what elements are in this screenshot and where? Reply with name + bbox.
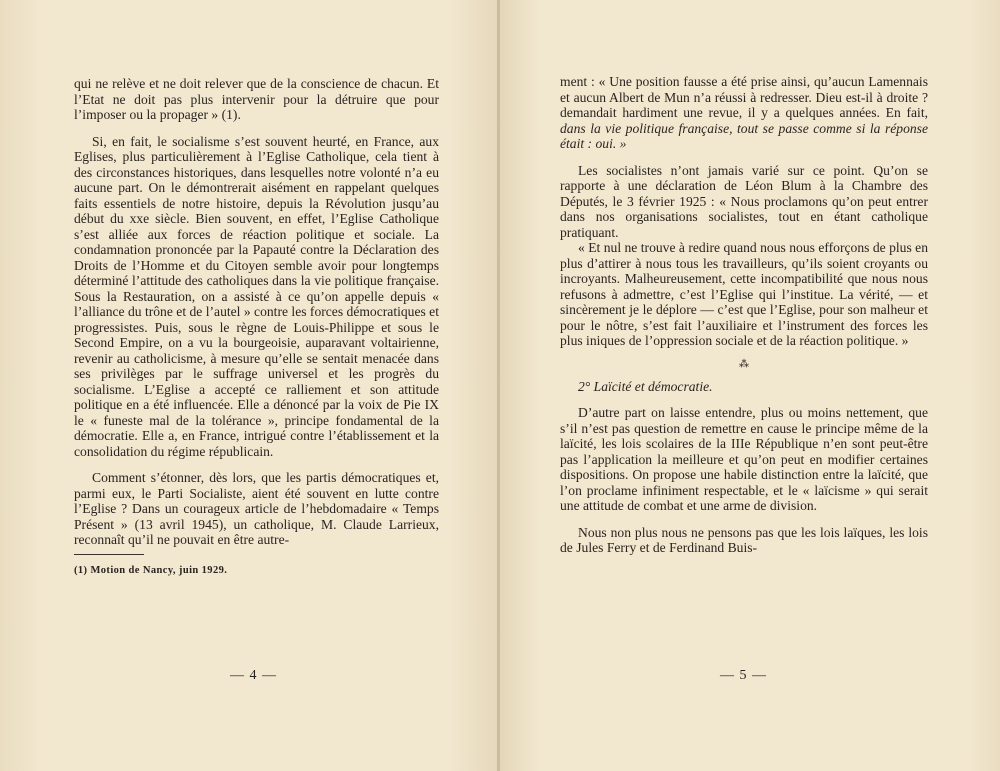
footnote: (1) Motion de Nancy, juin 1929.: [74, 564, 228, 576]
paragraph: qui ne relève et ne doit relever que de la conscience de chacun. Et l’Etat ne doit pas plus intervenir pour la détruire que pour l’imposer ou la propager » (1).: [74, 76, 439, 122]
paragraph: Si, en fait, le socialisme s’est souvent heurté, en France, aux Eglises, plus particulièrement à l’Eglise Catholique, cela tient à des circonstances historiques, dans lesquelles notre volonté n’a eu aucune part. On le démontrerait aisément en rappelant quelques faits essentiels de notre histoire, depuis la Révolution jusqu’au début du xxe siècle. Bien souvent, en effet, l’Eglise Catholique s’est alliée aux forces de réaction politique et sociale. La condamnation prononcée par la Papauté contre la Déclaration des Droits de l’Homme et du Citoyen semble avoir pour longtemps déterminé l’attitude des catholiques dans la vie politique française. Sous la Restauration, on a assisté à ce qu’on appelle depuis « l’alliance du trône et de l’autel » contre les forces démocratiques et progressistes. Puis, sous le règne de Louis-Philippe et sous le Second Empire, on a vu la bourgeoisie, auparavant voltairienne, revenir au catholicisme, à mesure qu’elle se sentait menacée dans ses privilèges par le suffrage universel et les progrès du socialisme. L’Eglise a accepté ce ralliement et son attitude politique en a été influencée. Elle a dénoncé par la voix de Pie IX le « funeste mal de la tolérance », principe fondamental de la démocratie. Elle a, en France, intrigué contre l’établissement et la consolidation du régime républicain.: [74, 133, 439, 459]
footnote-rule: [74, 554, 144, 555]
section-asterism: ⁂: [739, 358, 749, 370]
paragraph: Nous non plus nous ne pensons pas que les lois laïques, les lois de Jules Ferry et de Ferdinand Buis-: [560, 524, 928, 555]
page-number: — 4 —: [230, 668, 277, 683]
paragraph: Les socialistes n’ont jamais varié sur ce point. Qu’on se rapporte à une déclaration de Léon Blum à la Chambre des Députés, le 3 février 1925 : « Nous proclamons qu’on peut entrer dans nos organisations socialistes, tout en étant catholique pratiquant.: [560, 162, 928, 240]
paragraph: Comment s’étonner, dès lors, que les partis démocratiques et, parmi eux, le Parti Socialiste, aient été souvent en lutte contre l’Eglise ? Dans un courageux article de l’hebdomadaire « Temps Présent » (13 avril 1945), un catholique, M. Claude Larrieux, reconnaît qu’il ne pouvait en être autre-: [74, 470, 439, 547]
page-number: — 5 —: [720, 668, 767, 683]
left-page: [0, 0, 498, 771]
paragraph: [560, 74, 928, 152]
paragraph-text: ment : « Une position fausse a été prise ainsi, qu’aucun Lamennais et aucun Albert de Mun n’a réussi à redresser. Dieu est-il à droite ? demandait hardiment une revue, il y a quelques années. En fait,: [560, 74, 928, 120]
left-text-column: [74, 76, 439, 589]
paragraph: D’autre part on laisse entendre, plus ou moins nettement, que s’il n’est pas question de remettre en cause le principe même de la laïcité, les lois scolaires de la IIIe République n’en sont peut-être pas l’application la meilleure et qu’on peut en modifier certaines dispositions. On propose une habile distinction entre la laïcité, que l’on proclame infiniment respectable, et le « laïcisme » qui serait une attitude de combat et une arme de division.: [560, 405, 928, 513]
section-heading: 2° Laïcité et démocratie.: [578, 378, 713, 394]
paragraph: « Et nul ne trouve à redire quand nous nous efforçons de plus en plus d’attirer à nous tous les travailleurs, qu’ils soient croyants ou incroyants. Malheureusement, cette incompatibilité que nous nous refusons à admettre, c’est l’Eglise qui l’institue. La vérité, — et sincèrement je le déplore — c’est que l’Eglise, pour son malheur et pour le nôtre, s’est fait l’auxiliaire et l’instrument des forces les plus iniques de l’oppression sociale et de la réaction politique. »: [560, 240, 928, 348]
italic-quote: dans la vie politique française, tout se passe comme si la réponse était : oui. »: [560, 120, 928, 151]
right-page: [500, 0, 1000, 771]
right-text-column: [560, 74, 928, 567]
